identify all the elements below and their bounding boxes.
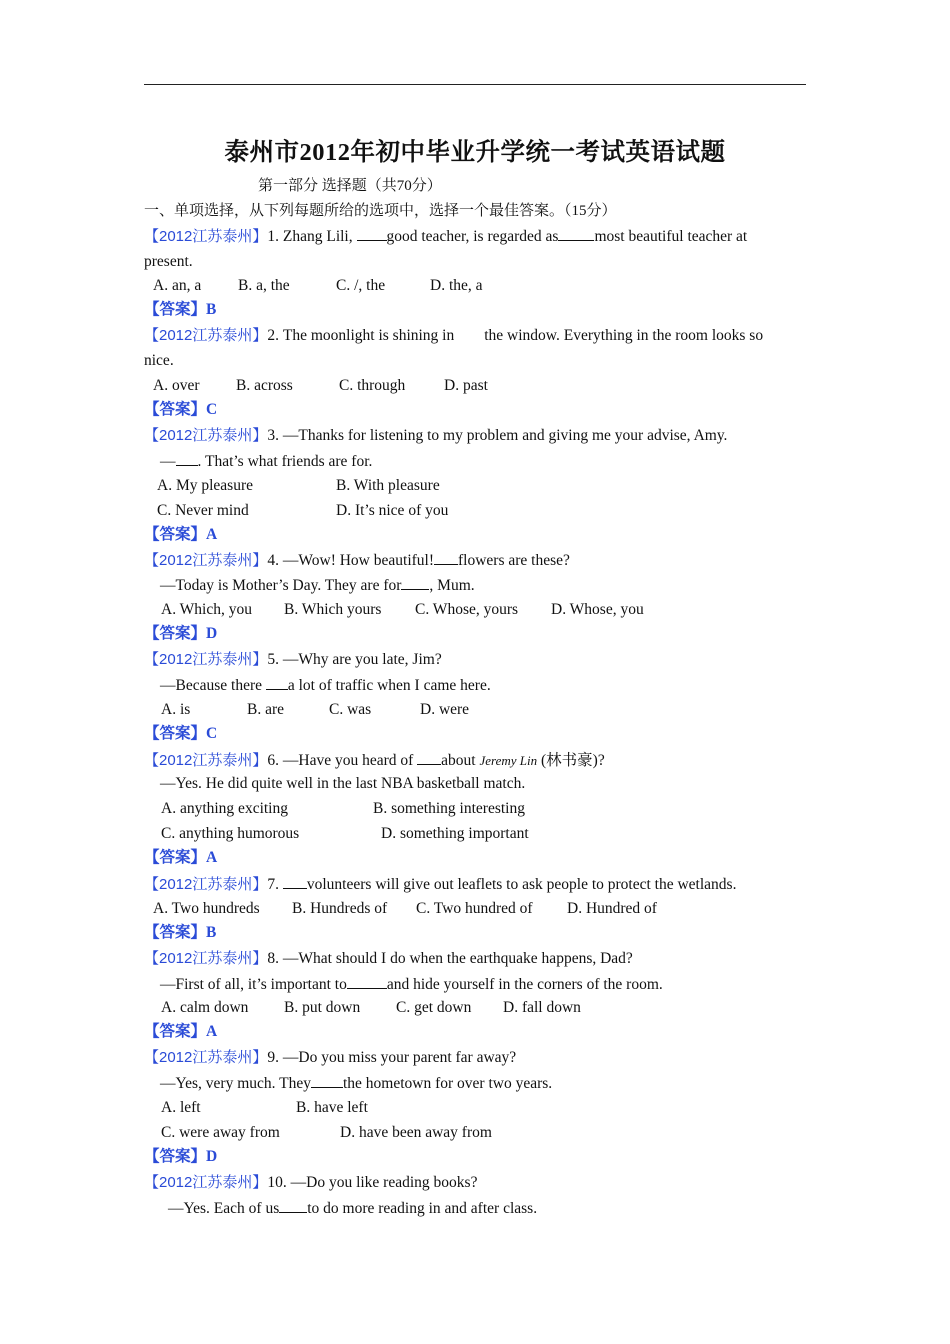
- answer-4: 【答案】D: [144, 625, 218, 642]
- answer-blank: [357, 226, 387, 241]
- answer-7: 【答案】B: [144, 924, 217, 941]
- option-a: A. left: [161, 1099, 201, 1116]
- option-b: B. a, the: [238, 277, 290, 294]
- answer-9: 【答案】D: [144, 1148, 218, 1165]
- question-10: 【2012江苏泰州】10. —Do you like reading books?: [144, 1174, 478, 1191]
- question-source: 【2012江苏泰州】: [144, 228, 268, 245]
- question-5: 【2012江苏泰州】5. —Why are you late, Jim?: [144, 651, 442, 668]
- question-3: 【2012江苏泰州】3. —Thanks for listening to my problem and giving me your advise, Amy.: [144, 427, 728, 444]
- option-b: B. With pleasure: [336, 477, 440, 494]
- option-a: A. over: [153, 377, 200, 394]
- option-d: D. past: [444, 377, 488, 394]
- option-a: A. an, a: [153, 277, 202, 294]
- question-4: 【2012江苏泰州】4. —Wow! How beautiful! flowers are these?: [144, 552, 570, 569]
- option-b: B. Hundreds of: [292, 900, 388, 917]
- answer-1: 【答案】B: [144, 301, 217, 318]
- option-a: A. is: [161, 701, 191, 718]
- option-d: D. something important: [381, 825, 529, 842]
- option-b: B. across: [236, 377, 293, 394]
- option-d: D. the, a: [430, 277, 483, 294]
- option-d: D. Hundred of: [567, 900, 657, 917]
- option-d: D. It’s nice of you: [336, 502, 449, 519]
- answer-8: 【答案】A: [144, 1023, 218, 1040]
- option-a: A. My pleasure: [157, 477, 253, 494]
- part-heading: 第一部分 选择题（共70分）: [258, 178, 442, 194]
- question-6-reply: —Yes. He did quite well in the last NBA basketball match.: [160, 775, 526, 792]
- option-c: C. were away from: [161, 1124, 280, 1141]
- option-b: B. Which yours: [284, 601, 382, 618]
- answer-5: 【答案】C: [144, 725, 218, 742]
- answer-3: 【答案】A: [144, 526, 218, 543]
- question-7: 【2012江苏泰州】7. volunteers will give out leaflets to ask people to protect the wetlands.: [144, 876, 737, 893]
- question-1: 【2012江苏泰州】1. Zhang Lili, good teacher, is regarded as most beautiful teacher at present.: [144, 228, 748, 270]
- question-5-reply: —Because there a lot of traffic when I came here.: [160, 677, 491, 694]
- option-a: A. anything exciting: [161, 800, 288, 817]
- option-d: D. fall down: [503, 999, 581, 1016]
- option-c: C. was: [329, 701, 372, 718]
- option-b: B. put down: [284, 999, 361, 1016]
- option-d: D. were: [420, 701, 470, 718]
- question-2: 【2012江苏泰州】2. The moonlight is shining in the window. Everything in the room looks so nice.: [144, 327, 764, 369]
- question-10-reply: —Yes. Each of us to do more reading in and after class.: [168, 1200, 538, 1217]
- header-rule: [144, 84, 806, 85]
- question-9: 【2012江苏泰州】9. —Do you miss your parent far away?: [144, 1049, 517, 1066]
- question-9-reply: —Yes, very much. They the hometown for over two years.: [160, 1075, 553, 1092]
- question-3-reply: — . That’s what friends are for.: [160, 453, 373, 470]
- option-c: C. /, the: [336, 277, 386, 294]
- answer-6: 【答案】A: [144, 849, 218, 866]
- question-8: 【2012江苏泰州】8. —What should I do when the earthquake happens, Dad?: [144, 950, 633, 967]
- page-title: 泰州市2012年初中毕业升学统一考试英语试题: [224, 139, 726, 166]
- option-a: A. Which, you: [161, 601, 252, 618]
- option-b: B. have left: [296, 1099, 368, 1116]
- option-d: D. Whose, you: [551, 601, 644, 618]
- option-c: C. Whose, yours: [415, 601, 519, 618]
- option-c: C. Never mind: [157, 502, 249, 519]
- option-c: C. get down: [396, 999, 472, 1016]
- question-6: 【2012江苏泰州】6. —Have you heard of about Jeremy Lin (林书豪)?: [144, 752, 605, 769]
- option-d: D. have been away from: [340, 1124, 492, 1141]
- option-c: C. anything humorous: [161, 825, 300, 842]
- question-8-reply: —First of all, it’s important to and hide yourself in the corners of the room.: [160, 976, 663, 993]
- option-b: B. are: [247, 701, 285, 718]
- answer-blank: [558, 226, 594, 241]
- answer-2: 【答案】C: [144, 401, 218, 418]
- option-c: C. Two hundred of: [416, 900, 533, 917]
- option-b: B. something interesting: [373, 800, 525, 817]
- section-instruction: 一、单项选择，从下列每题所给的选项中，选择一个最佳答案。（15分）: [144, 203, 617, 219]
- option-a: A. calm down: [161, 999, 249, 1016]
- question-4-reply: —Today is Mother’s Day. They are for , Mum.: [160, 577, 475, 594]
- option-a: A. Two hundreds: [153, 900, 260, 917]
- option-c: C. through: [339, 377, 406, 394]
